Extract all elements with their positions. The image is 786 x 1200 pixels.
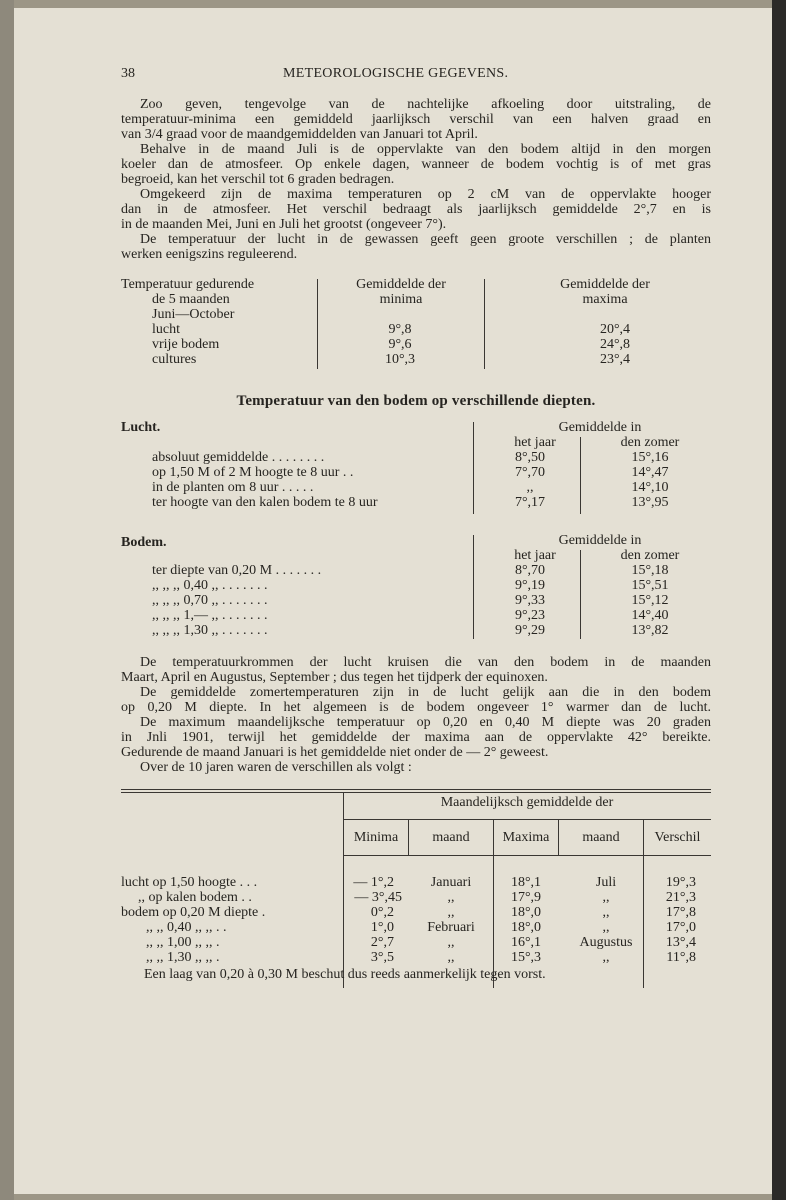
column-rule [473, 535, 474, 639]
table-cell: 7°,17 [514, 495, 546, 510]
table-cell: 21°,3 [665, 890, 696, 905]
table-heading: Lucht. [121, 420, 161, 435]
paragraph-line: in Jnli 1901, terwijl het gemiddelde der maxima aan de oppervlakte 42° bereikte. [121, 730, 711, 745]
table-cell: ,, [447, 950, 455, 965]
table-cell: cultures [152, 352, 197, 367]
table-cell: 19°,3 [665, 875, 696, 890]
table-cell: 13°,4 [665, 935, 696, 950]
table-cell: 15°,12 [631, 593, 669, 608]
table-cell: 13°,82 [631, 623, 669, 638]
table-cell: lucht op 1,50 hoogte . . . [121, 875, 258, 890]
table-cell: ,, [447, 905, 455, 920]
paragraph-line: De temperatuur der lucht in de gewassen geeft geen groote verschillen ; de planten [140, 232, 711, 247]
table-cell: 15°,16 [631, 450, 669, 465]
table-cell: ,, ,, 0,40 ,, ,, . . [146, 920, 227, 935]
table-header-cell: het jaar [514, 548, 556, 563]
column-rule [580, 550, 581, 639]
table-heading: Bodem. [121, 535, 167, 550]
table-cell: 15°,3 [510, 950, 542, 965]
table-header-cell: Gemiddelde der [356, 277, 446, 292]
column-rule [580, 437, 581, 514]
closing-line: Een laag van 0,20 à 0,30 M beschut dus reeds aanmerkelijk tegen vorst. [144, 967, 546, 982]
column-rule [408, 820, 409, 856]
table-cell: 10°,3 [384, 352, 416, 367]
table-cell: 9°,19 [514, 578, 546, 593]
table-cell: 9°,6 [388, 337, 412, 352]
table-cell: 16°,1 [510, 935, 542, 950]
paragraph-line: koeler dan de atmosfeer. Op enkele dagen, wanneer de bodem vochtig is of met gras [121, 157, 711, 172]
running-title: METEOROLOGISCHE GEGEVENS. [283, 66, 509, 81]
table-cell: 14°,47 [631, 465, 669, 480]
table-cell: 1°,0 [370, 920, 394, 935]
column-rule [558, 820, 559, 856]
table-cell: — 1°,2 [353, 875, 394, 890]
table-cell: ,, ,, 1,30 ,, ,, . [146, 950, 220, 965]
table-cell: 14°,40 [631, 608, 669, 623]
table-cell: 18°,0 [510, 905, 542, 920]
table-cell: Augustus [579, 935, 633, 950]
table-cell: 8°,50 [514, 450, 546, 465]
paragraph-line: De gemiddelde zomertemperaturen zijn in de lucht gelijk aan die in den bodem [140, 685, 711, 700]
paragraph-line: temperatuur-minima een gemiddeld jaarlijksch verschil van een halven graad en [121, 112, 711, 127]
table-cell: 24°,8 [599, 337, 631, 352]
table-cell: 14°,10 [631, 480, 669, 495]
table-cell: ,, [447, 935, 455, 950]
table-header-cell: minima [379, 292, 423, 307]
paragraph-line: De maximum maandelijksche temperatuur op 0,20 en 0,40 M diepte was 20 graden [140, 715, 711, 730]
paragraph-line: De temperatuurkrommen der lucht kruisen die van den bodem in de maanden [140, 655, 711, 670]
table-top-rule [121, 789, 711, 790]
table-cell: ,, [602, 950, 610, 965]
table-cell: 8°,70 [514, 563, 546, 578]
paragraph-line: op 0,20 M diepte. In het algemeen is de bodem ongeveer 1° warmer dan de lucht. [121, 700, 711, 715]
table-cell: 23°,4 [599, 352, 631, 367]
table-cell: 9°,8 [388, 322, 412, 337]
table-cell: ,, ,, ,, 0,40 ,, . . . . . . . [152, 578, 268, 593]
table-cell: ,, ,, ,, 1,— ,, . . . . . . . [152, 608, 268, 623]
column-rule [484, 279, 485, 369]
table-cell: 7°,70 [514, 465, 546, 480]
paragraph-line: dan in de atmosfeer. Het verschil bedraagt als jaarlijksch gemiddelde 2°,7 en is [121, 202, 711, 217]
table-top-rule [121, 792, 711, 793]
paragraph-line: in de maanden Mei, Juni en Juli het grootst (ongeveer 7°). [121, 217, 447, 232]
table-cell: ,, ,, 1,00 ,, ,, . [146, 935, 220, 950]
table-header-cell: Juni—October [152, 307, 235, 322]
paragraph-line: werken eenigszins reguleerend. [121, 247, 298, 262]
paragraph-line: Behalve in de maand Juli is de oppervlakte van den bodem altijd in den morgen [140, 142, 711, 157]
table-header-cell: Gemiddelde in [558, 533, 642, 548]
table-rule [343, 855, 711, 856]
paragraph-line: Maart, April en Augustus, September ; dus tegen het tijdperk der equinoxen. [121, 670, 548, 685]
table-cell: lucht [152, 322, 180, 337]
table-cell: 15°,51 [631, 578, 669, 593]
table-cell: ,, [602, 905, 610, 920]
table-cell: ,, ,, ,, 1,30 ,, . . . . . . . [152, 623, 268, 638]
paragraph-line: van 3/4 graad voor de maandgemiddelden van Januari tot April. [121, 127, 478, 142]
table-cell: 15°,18 [631, 563, 669, 578]
table-header-cell: de 5 maanden [152, 292, 230, 307]
table-cell: 17°,8 [665, 905, 696, 920]
table-rule [343, 819, 711, 820]
table-cell: — 3°,45 [354, 890, 402, 905]
table-cell: 9°,33 [514, 593, 546, 608]
table-cell: ,, [602, 920, 610, 935]
table-cell: 9°,29 [514, 623, 546, 638]
table-cell: ter hoogte van den kalen bodem te 8 uur [152, 495, 378, 510]
table-header-cell: Gemiddelde in [558, 420, 642, 435]
table-header-cell: maand [432, 830, 470, 845]
table-cell: Januari [430, 875, 472, 890]
table-cell: 20°,4 [599, 322, 631, 337]
table-cell: Juli [595, 875, 617, 890]
table-header-cell: den zomer [620, 435, 680, 450]
paragraph-line: begroeid, kan het verschil tot 6 graden bedragen. [121, 172, 395, 187]
column-rule [473, 422, 474, 514]
table-header-cell: Verschil [654, 830, 701, 845]
table-cell: absoluut gemiddelde . . . . . . . . [152, 450, 325, 465]
table-header-cell: maxima [582, 292, 628, 307]
table-cell: Februari [427, 920, 475, 935]
table-cell: ,, [602, 890, 610, 905]
table-header-cell: Maandelijksch gemiddelde der [440, 795, 614, 810]
table-cell: 18°,0 [510, 920, 542, 935]
page-number: 38 [121, 66, 135, 81]
paragraph-line: Gedurende de maand Januari is het gemiddelde niet onder de — 2° geweest. [121, 745, 549, 760]
table-cell: ,, ,, ,, 0,70 ,, . . . . . . . [152, 593, 268, 608]
table-cell: 13°,95 [631, 495, 669, 510]
section-title: Temperatuur van den bodem op verschillende diepten. [236, 393, 596, 409]
table-header-cell: maand [582, 830, 620, 845]
paragraph-line: Omgekeerd zijn de maxima temperaturen op 2 cM van de oppervlakte hooger [140, 187, 711, 202]
paragraph-line: Over de 10 jaren waren de verschillen als volgt : [140, 760, 412, 775]
table-cell: 11°,8 [666, 950, 696, 965]
table-cell: ter diepte van 0,20 M . . . . . . . [152, 563, 322, 578]
table-cell: ,, op kalen bodem . . [138, 890, 252, 905]
table-header-cell: het jaar [514, 435, 556, 450]
table-cell: ,, [526, 480, 534, 495]
table-cell: bodem op 0,20 M diepte . [121, 905, 266, 920]
table-cell: in de planten om 8 uur . . . . . [152, 480, 314, 495]
table-cell: 17°,9 [510, 890, 542, 905]
table-cell: 2°,7 [370, 935, 394, 950]
table-header-cell: Minima [353, 830, 399, 845]
page-gutter [0, 0, 14, 1200]
table-header-cell: den zomer [620, 548, 680, 563]
table-cell: 17°,0 [665, 920, 696, 935]
table-cell: 0°,2 [370, 905, 394, 920]
column-rule [317, 279, 318, 369]
table-header-cell: Maxima [502, 830, 550, 845]
table-cell: 9°,23 [514, 608, 546, 623]
table-cell: vrije bodem [152, 337, 220, 352]
table-header-cell: Gemiddelde der [560, 277, 650, 292]
table-cell: op 1,50 M of 2 M hoogte te 8 uur . . [152, 465, 354, 480]
book-spine [772, 0, 786, 1200]
table-cell: ,, [447, 890, 455, 905]
table-cell: 18°,1 [510, 875, 542, 890]
table-cell: 3°,5 [370, 950, 394, 965]
paragraph-line: Zoo geven, tengevolge van de nachtelijke afkoeling door uitstraling, de [140, 97, 711, 112]
table-header-cell: Temperatuur gedurende [121, 277, 255, 292]
